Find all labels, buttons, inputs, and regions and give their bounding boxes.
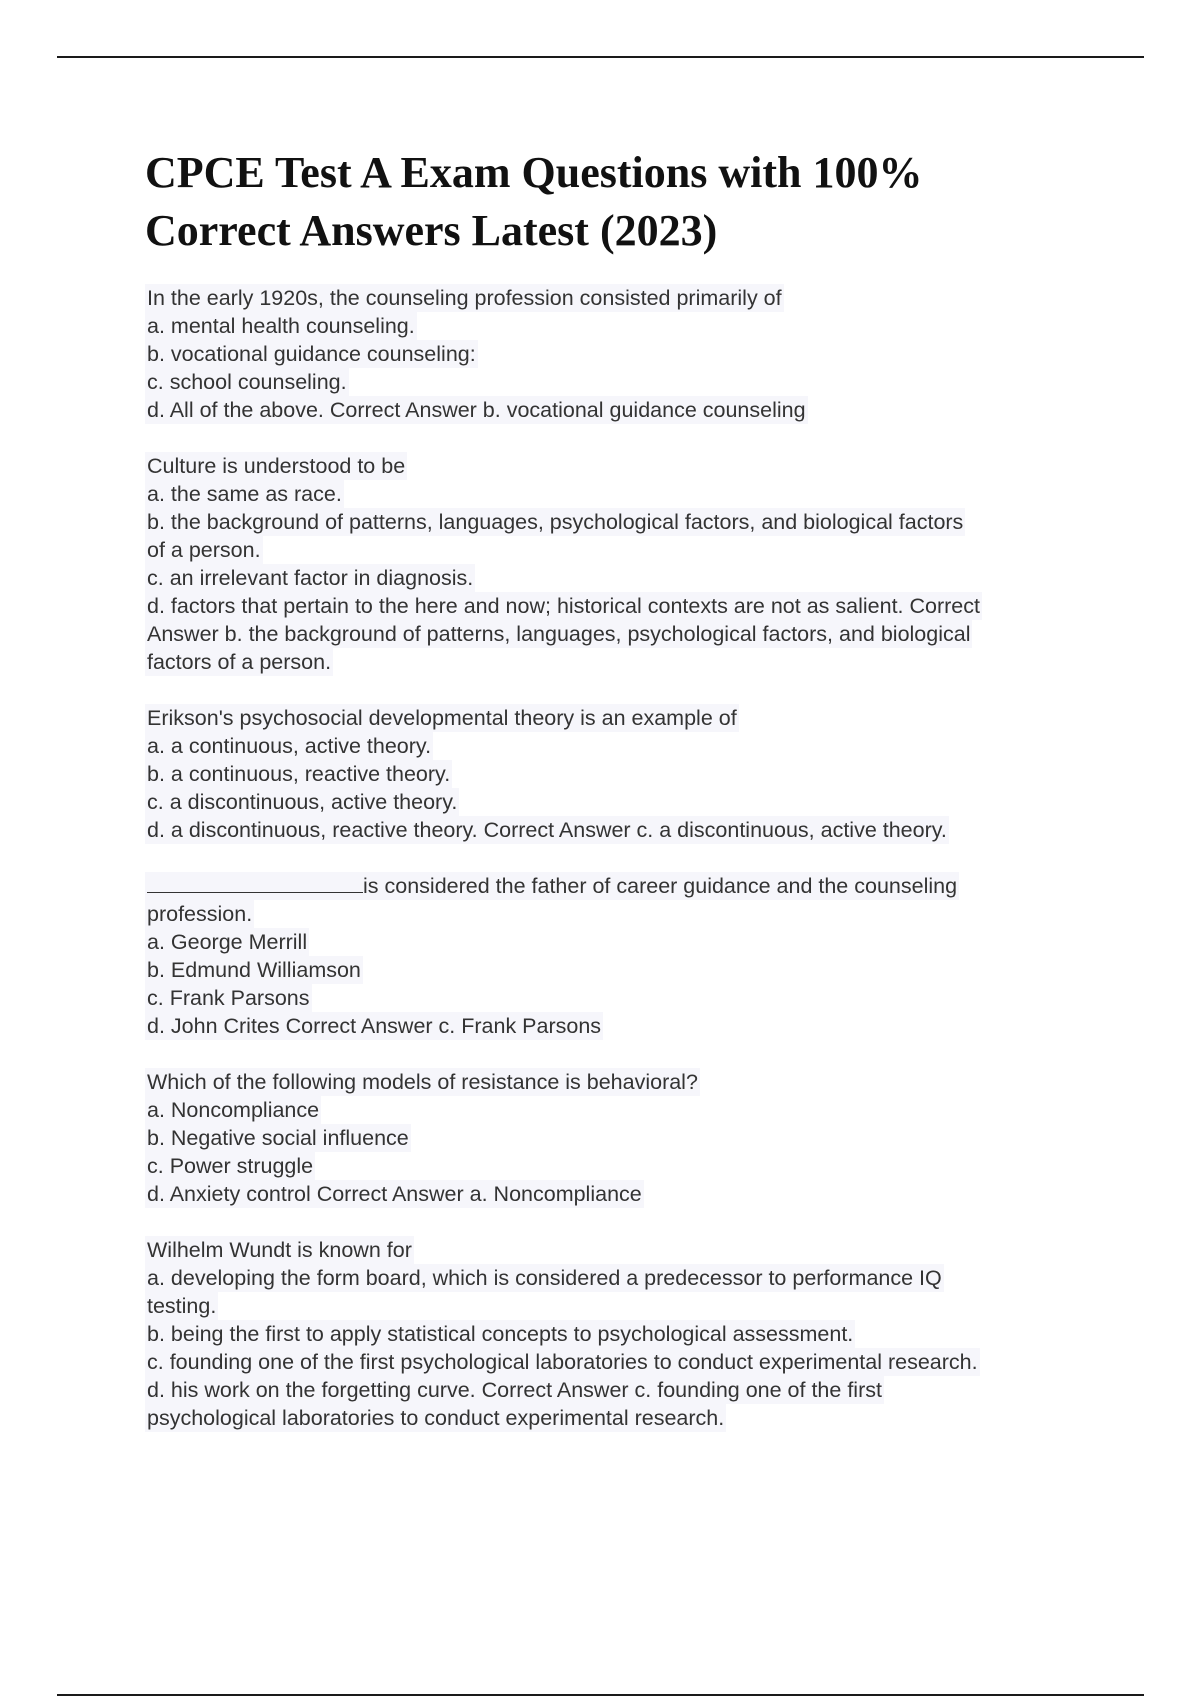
option-b-continued: of a person. — [147, 538, 261, 562]
option-c: c. a discontinuous, active theory. — [147, 790, 458, 814]
option-d-with-answer: d. John Crites Correct Answer c. Frank Parsons — [147, 1014, 602, 1038]
option-a: a. Noncompliance — [147, 1098, 320, 1122]
question-stem: Erikson's psychosocial developmental theory is an example of — [147, 706, 737, 730]
option-d-with-answer: d. a discontinuous, reactive theory. Correct Answer c. a discontinuous, active theory. — [147, 818, 947, 842]
question-3 — [145, 704, 1095, 844]
question-6 — [145, 1236, 1095, 1432]
option-b: b. the background of patterns, languages, psychological factors, and biological factors — [147, 510, 964, 534]
question-2 — [145, 452, 1095, 676]
option-a: a. mental health counseling. — [147, 314, 415, 338]
option-c: c. Power struggle — [147, 1154, 314, 1178]
question-stem: Which of the following models of resistance is behavioral? — [147, 1070, 698, 1094]
option-d-with-answer: d. his work on the forgetting curve. Correct Answer c. founding one of the first — [147, 1378, 882, 1402]
question-1 — [145, 284, 1095, 424]
question-stem-continued: profession. — [147, 902, 253, 926]
answer-continued: factors of a person. — [147, 650, 332, 674]
question-5 — [145, 1068, 1095, 1208]
option-a: a. developing the form board, which is considered a predecessor to performance IQ — [147, 1266, 942, 1290]
fill-in-blank — [147, 874, 363, 893]
option-a: a. a continuous, active theory. — [147, 734, 432, 758]
option-c: c. an irrelevant factor in diagnosis. — [147, 566, 474, 590]
option-b: b. being the first to apply statistical concepts to psychological assessment. — [147, 1322, 854, 1346]
question-stem-text: is considered the father of career guidance and the counseling — [363, 874, 958, 898]
option-d-with-answer: d. All of the above. Correct Answer b. vocational guidance counseling — [147, 398, 806, 422]
option-d-with-answer: d. Anxiety control Correct Answer a. Noncompliance — [147, 1182, 642, 1206]
option-a: a. George Merrill — [147, 930, 308, 954]
answer-continued: psychological laboratories to conduct experimental research. — [147, 1406, 725, 1430]
bottom-divider — [57, 1694, 1144, 1696]
option-b: b. Negative social influence — [147, 1126, 409, 1150]
option-a: a. the same as race. — [147, 482, 342, 506]
option-b: b. a continuous, reactive theory. — [147, 762, 451, 786]
top-divider — [57, 56, 1144, 58]
option-b: b. vocational guidance counseling: — [147, 342, 476, 366]
question-list — [145, 284, 1095, 1460]
option-d-with-answer: d. factors that pertain to the here and now; historical contexts are not as salient. Correct — [147, 594, 980, 618]
title-line-1: CPCE Test A Exam Questions with 100% — [145, 148, 923, 197]
question-stem: Culture is understood to be — [147, 454, 406, 478]
option-c: c. school counseling. — [147, 370, 347, 394]
question-4 — [145, 872, 1095, 1040]
answer-continued: Answer b. the background of patterns, languages, psychological factors, and biological — [147, 622, 971, 646]
option-b: b. Edmund Williamson — [147, 958, 361, 982]
title-line-2: Correct Answers Latest (2023) — [145, 206, 718, 255]
question-stem: In the early 1920s, the counseling profession consisted primarily of — [147, 286, 782, 310]
question-stem: Wilhelm Wundt is known for — [147, 1238, 412, 1262]
option-c: c. Frank Parsons — [147, 986, 310, 1010]
option-a-continued: testing. — [147, 1294, 217, 1318]
question-stem — [145, 872, 959, 900]
option-c: c. founding one of the first psychological laboratories to conduct experimental research. — [147, 1350, 978, 1374]
page-title — [145, 144, 1105, 260]
